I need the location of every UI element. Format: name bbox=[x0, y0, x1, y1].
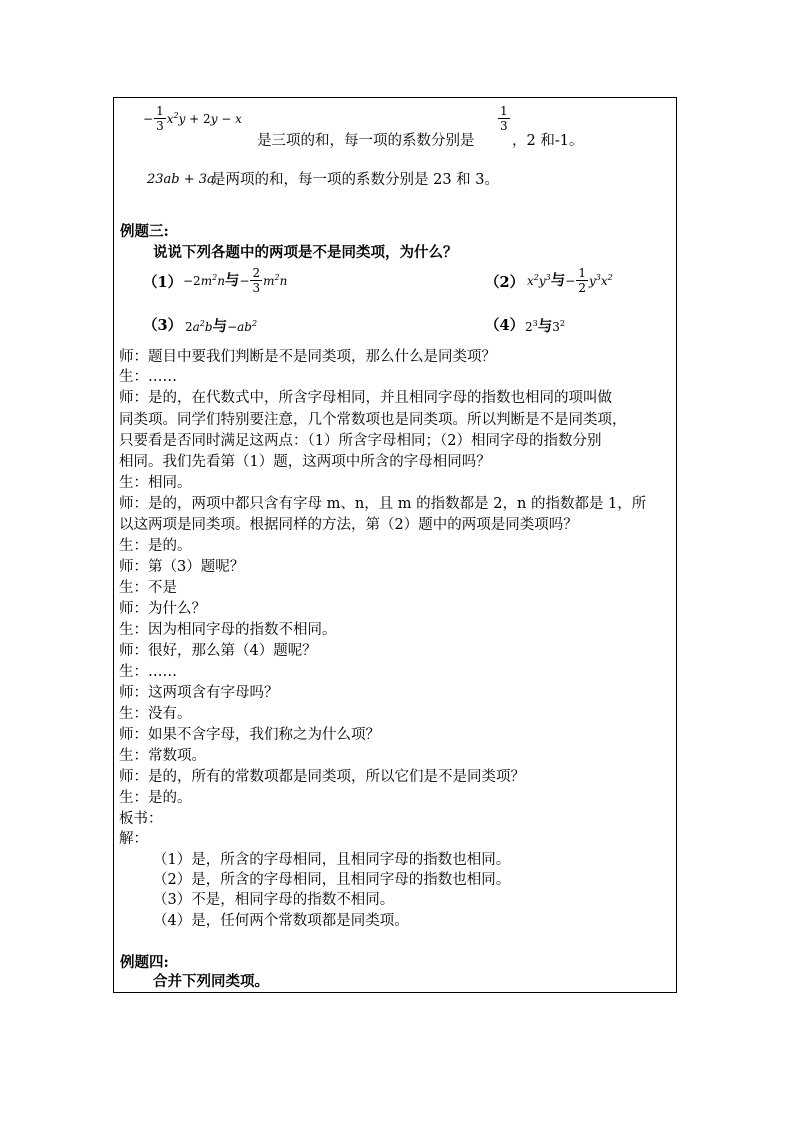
item3-connector: 与 bbox=[212, 318, 228, 335]
answer-item: （4）是，任何两个常数项都是同类项。 bbox=[153, 913, 409, 929]
answer-item: （3）不是，相同字母的指数不相同。 bbox=[153, 892, 395, 908]
item3-expression: $2a^2b$与$-ab^2$ bbox=[185, 318, 258, 335]
dialogue-line: 生：因为相同字母的指数不相同。 bbox=[119, 622, 337, 638]
answer-item: （1）是，所含的字母相同，且相同字母的指数也相同。 bbox=[153, 852, 511, 868]
example3-question: 说说下列各题中的两项是不是同类项，为什么？ bbox=[153, 244, 458, 261]
dialogue-line: 生：没有。 bbox=[119, 706, 192, 722]
dialogue-line: 生：不是 bbox=[119, 580, 177, 596]
dialogue-line: 生：是的。 bbox=[119, 538, 192, 554]
example4-instruction: 合并下列同类项。 bbox=[153, 973, 269, 990]
intro-line1-tail: ，2 和-1。 bbox=[512, 133, 584, 149]
dialogue-line: 相同。我们先看第（1）题，这两项中所含的字母相同吗？ bbox=[119, 454, 491, 470]
example4-heading: 例题四: bbox=[120, 954, 169, 971]
item1-expression: $-2m^2n$与− $\frac{2}{3}$ $m^2n$ bbox=[183, 266, 288, 295]
item4-connector: 与 bbox=[537, 318, 553, 335]
dialogue-line: 生：…… bbox=[119, 664, 177, 680]
dialogue-line: 生：是的。 bbox=[119, 790, 192, 806]
intro-coefficient-fraction: $\frac{1}{3}$ bbox=[500, 104, 508, 133]
dialogue-line: 生：常数项。 bbox=[119, 748, 206, 764]
dialogue-line: 师：第（3）题呢？ bbox=[119, 559, 245, 575]
dialogue-line: 只要看是否同时满足这两点：（1）所含字母相同；（2）相同字母的指数分别 bbox=[119, 433, 602, 449]
item2-connector: 与 bbox=[550, 272, 566, 289]
dialogue-line: 师：很好，那么第（4）题呢？ bbox=[119, 643, 317, 659]
intro-line1-text: 是三项的和，每一项的系数分别是 bbox=[257, 133, 475, 149]
dialogue-line: 师：是的，所有的常数项都是同类项，所以它们是不是同类项？ bbox=[119, 769, 525, 785]
item4-label: （4） bbox=[485, 317, 525, 334]
dialogue-line: 生：相同。 bbox=[119, 475, 192, 491]
intro-polynomial: − $\frac{1}{3}$ $x^2y + 2y - x$ bbox=[143, 104, 242, 133]
dialogue-line: 师：是的，在代数式中，所含字母相同，并且相同字母的指数也相同的项叫做 bbox=[119, 390, 612, 406]
item2-expression: $x^2y^3$与− $\frac{1}{2}$ $y^3x^2$ bbox=[527, 266, 613, 295]
item3-label: （3） bbox=[143, 317, 183, 334]
dialogue-line: 同类项。同学们特别要注意，几个常数项也是同类项。所以判断是不是同类项， bbox=[119, 412, 627, 428]
item2-label: （2） bbox=[485, 274, 525, 291]
dialogue-line: 师：为什么？ bbox=[119, 601, 206, 617]
intro-line2-text: 是两项的和，每一项的系数分别是 23 和 3。 bbox=[211, 172, 500, 188]
dialogue-line: 师：题目中要我们判断是不是同类项，那么什么是同类项？ bbox=[119, 349, 496, 365]
dialogue-line: 师：是的，两项中都只含有字母 m、n，且 m 的指数都是 2，n 的指数都是 1，所 bbox=[119, 496, 647, 512]
item1-connector: 与 bbox=[224, 272, 240, 289]
dialogue-line: 解： bbox=[119, 831, 148, 847]
dialogue-line: 生：…… bbox=[119, 369, 177, 385]
example3-heading: 例题三: bbox=[120, 223, 169, 240]
item4-expression: $2^3$与$3^2$ bbox=[525, 318, 565, 335]
dialogue-line: 师：这两项含有字母吗？ bbox=[119, 685, 279, 701]
dialogue-line: 以这两项是同类项。根据同样的方法，第（2）题中的两项是同类项吗？ bbox=[119, 517, 578, 533]
item1-label: （1） bbox=[143, 274, 183, 291]
answer-item: （2）是，所含的字母相同，且相同字母的指数也相同。 bbox=[153, 872, 511, 888]
dialogue-line: 师：如果不含字母，我们称之为什么项？ bbox=[119, 727, 380, 743]
intro-line2-expression: 23ab + 3a bbox=[147, 172, 215, 187]
dialogue-line: 板书： bbox=[119, 811, 163, 827]
